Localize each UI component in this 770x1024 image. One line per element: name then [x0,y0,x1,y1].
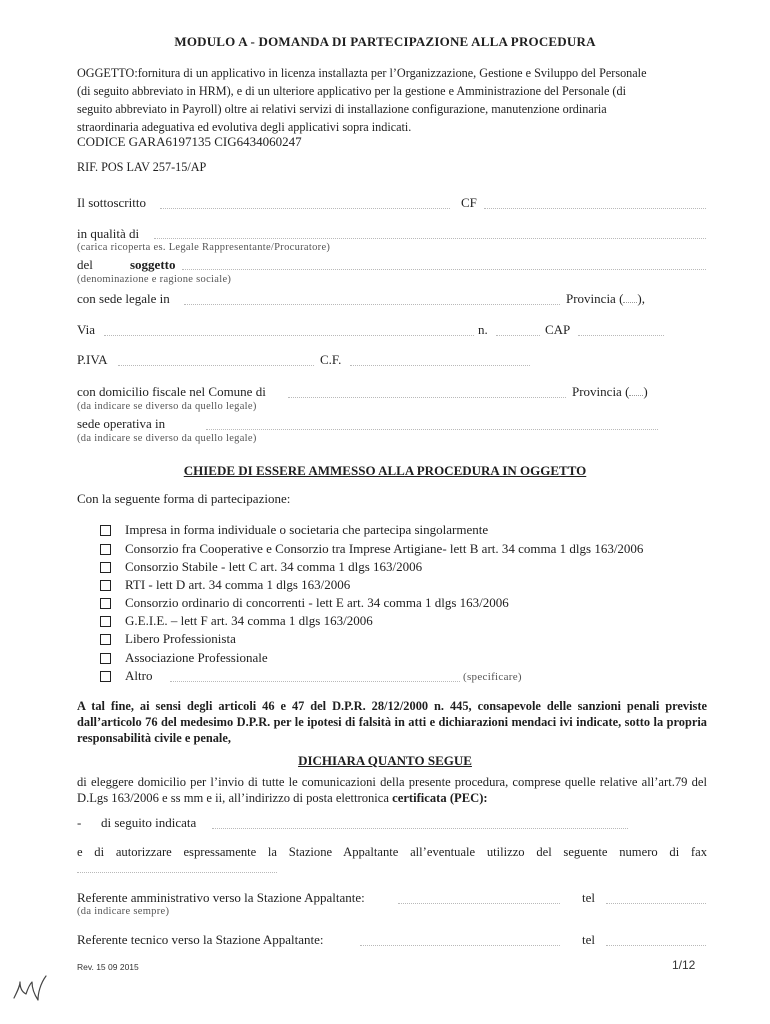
checkbox[interactable] [100,598,111,609]
referente-amministrativo-label: Referente amministrativo verso la Stazione Appaltante: [77,890,365,905]
oggetto-line: straordinaria adeguativa ed evolutiva degli applicativi sopra indicati. [77,120,412,134]
sede-legale-field[interactable] [184,304,560,305]
referente-tecnico-label: Referente tecnico verso la Stazione Appaltante: [77,932,324,947]
option-rti[interactable]: RTI - lett D art. 34 comma 1 dlgs 163/2006 [100,577,350,593]
specificare-hint: (specificare) [463,671,522,683]
qualita-hint: (carica ricoperta es. Legale Rappresentante/Procuratore) [77,242,331,253]
sede-operativa-hint: (da indicare se diverso da quello legale) [77,433,257,444]
oggetto-line: (di seguito abbreviato in HRM), e di un ulteriore applicativo per la gestione e Amministrazione del Personale (di [77,84,626,98]
rif-pos: RIF. POS LAV 257-15/AP [77,160,207,174]
option-geie[interactable]: G.E.I.E. – lett F art. 34 comma 1 dlgs 163/2006 [100,613,373,629]
option-consorzio-stabile[interactable]: Consorzio Stabile - lett C art. 34 comma 1 dlgs 163/2006 [100,559,422,575]
option-altro[interactable]: Altro [100,668,152,684]
provincia2-field[interactable] [629,384,643,396]
qualita-field[interactable] [154,238,706,239]
tel-label: tel [582,890,595,905]
pec-field[interactable] [212,828,628,829]
chiede-heading: CHIEDE DI ESSERE AMMESSO ALLA PROCEDURA IN OGGETTO [183,463,587,478]
document-title: MODULO A - DOMANDA DI PARTECIPAZIONE ALLA PROCEDURA [174,34,596,49]
numero-label: n. [478,322,488,337]
via-field[interactable] [104,335,474,336]
referente-tecnico-field[interactable] [360,945,560,946]
tel-amministrativo-field[interactable] [606,903,706,904]
option-consorzio-cooperative[interactable]: Consorzio fra Cooperative e Consorzio tra Imprese Artigiane- lett B art. 34 comma 1 dlgs 163/2006 [100,541,643,557]
checkbox[interactable] [100,634,111,645]
fax-paragraph: e di autorizzare espressamente la Stazione Appaltante all’eventuale utilizzo del seguente numero di fax [77,845,707,859]
del-label: del [77,257,93,272]
piva-label: P.IVA [77,352,108,367]
checkbox[interactable] [100,653,111,664]
tel-tecnico-field[interactable] [606,945,706,946]
tel2-label: tel [582,932,595,947]
checkbox[interactable] [100,616,111,627]
checkbox[interactable] [100,671,111,682]
sede-operativa-field[interactable] [206,429,658,430]
domicilio-hint: (da indicare se diverso da quello legale) [77,401,257,412]
revision-label: Rev. 15 09 2015 [77,962,139,972]
seguito-indicata-label: di seguito indicata [101,815,197,830]
piva-field[interactable] [118,365,314,366]
numero-field[interactable] [496,335,540,336]
oggetto-block [77,64,707,136]
dichiara-heading: DICHIARA QUANTO SEGUE [298,753,472,768]
da-indicare-sempre-hint: (da indicare sempre) [77,906,170,917]
page-number: 1/12 [672,958,696,972]
option-impresa[interactable]: Impresa in forma individuale o societaria che partecipa singolarmente [100,522,488,538]
option-consorzio-ordinario[interactable]: Consorzio ordinario di concorrenti - lett E art. 34 comma 1 dlgs 163/2006 [100,595,509,611]
checkbox[interactable] [100,562,111,573]
provincia2-label: Provincia ( ) [572,384,648,399]
soggetto-label: soggetto [130,257,176,272]
dash: - [77,815,82,830]
domicilio-label: con domicilio fiscale nel Comune di [77,384,266,399]
via-label: Via [77,322,95,337]
cap-label: CAP [545,322,571,337]
oggetto-line: seguito abbreviato in Payroll) oltre ai relativi servizi di installazione configurazione, manutenzione ordinaria [77,102,607,116]
provincia-field[interactable] [623,291,637,303]
sede-legale-label: con sede legale in [77,291,170,306]
cf-label: CF [461,195,477,210]
oggetto-line: OGGETTO:fornitura di un applicativo in licenza installazta per l’Organizzazione, Gestione e Sviluppo del Personale [77,66,647,80]
fax-field[interactable] [77,872,277,873]
cf-field[interactable] [484,208,706,209]
checkbox[interactable] [100,525,111,536]
signature-mark [8,962,52,1010]
checkbox[interactable] [100,544,111,555]
codice-gara: CODICE GARA6197135 CIG6434060247 [77,134,302,149]
soggetto-hint: (denominazione e ragione sociale) [77,274,232,285]
soggetto-field[interactable] [182,269,706,270]
option-libero-professionista[interactable]: Libero Professionista [100,631,236,647]
provincia-label: Provincia ( ), [566,291,645,306]
option-associazione[interactable]: Associazione Professionale [100,650,268,666]
forma-intro: Con la seguente forma di partecipazione: [77,491,291,506]
fine-paragraph: A tal fine, ai sensi degli articoli 46 e 47 del D.P.R. 28/12/2000 n. 445, consapevole delle sanzioni penali previste dall’articolo 76 del medesimo D.P.R. per le ipotesi di falsità in atti e dichiarazioni mendaci ivi indicate, sotto la propria responsabilità civile e penale, [77,699,707,745]
cap-field[interactable] [578,335,664,336]
cf2-field[interactable] [350,365,530,366]
sottoscritto-field[interactable] [160,208,450,209]
domicilio-paragraph: di eleggere domicilio per l’invio di tutte le comunicazioni della presente procedura, comprese quelle relative all’art.79 del D.Lgs 163/2006 e ss mm e ii, all’indirizzo di posta elettronica certificata (PEC): [77,775,707,805]
altro-field[interactable] [170,681,460,682]
domicilio-field[interactable] [288,397,566,398]
sottoscritto-label: Il sottoscritto [77,195,146,210]
checkbox[interactable] [100,580,111,591]
qualita-label: in qualità di [77,226,140,241]
sede-operativa-label: sede operativa in [77,416,166,431]
referente-amministrativo-field[interactable] [398,903,560,904]
cf2-label: C.F. [320,352,342,367]
